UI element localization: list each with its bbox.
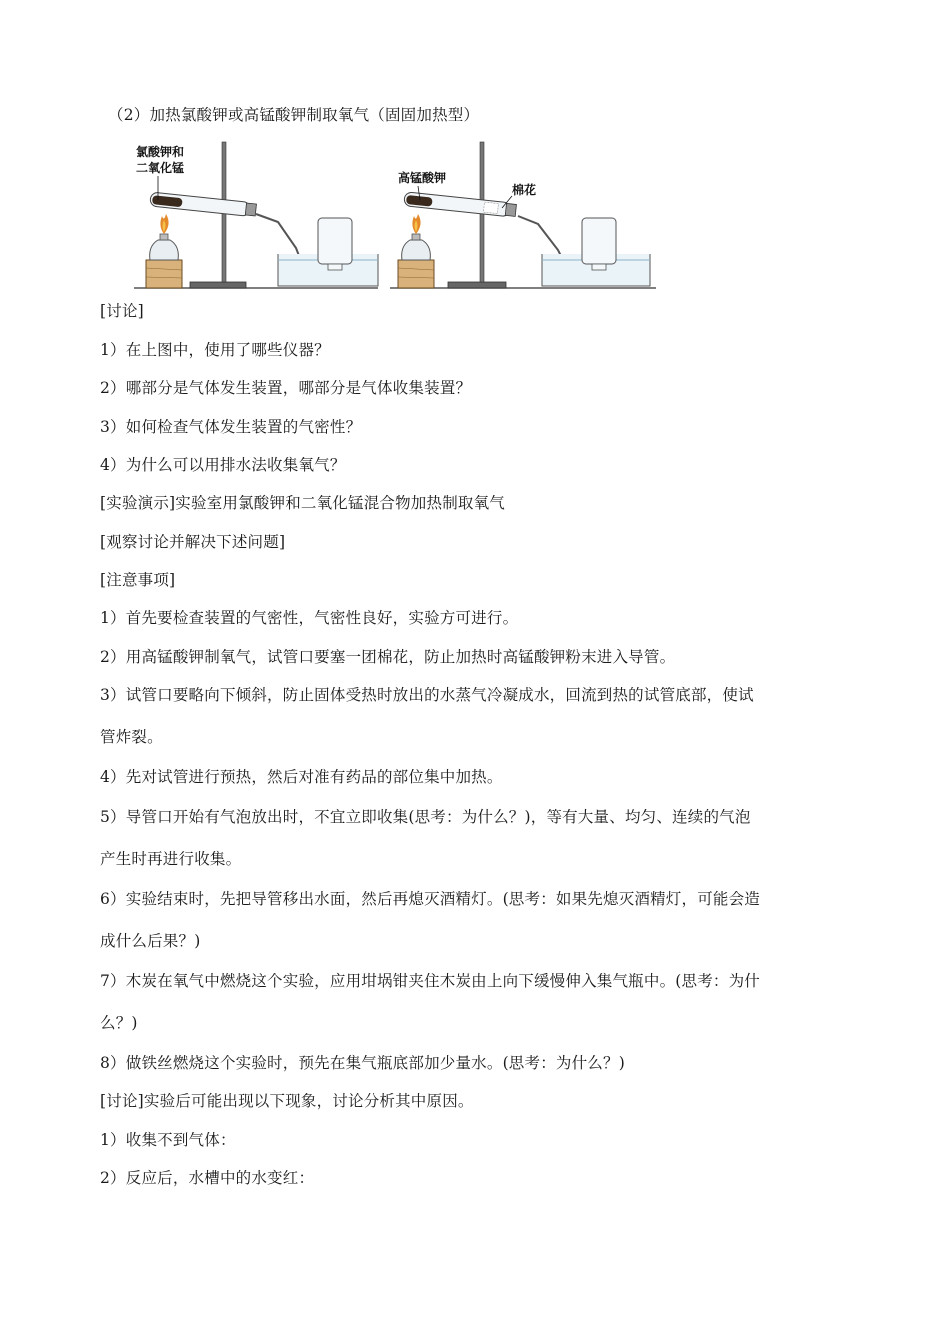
note-1: 1）首先要检查装置的气密性，气密性良好，实验方可进行。 (100, 609, 519, 627)
demo-line: [实验演示]实验室用氯酸钾和二氧化锰混合物加热制取氧气 (100, 494, 505, 512)
right-label: 高锰酸钾 (398, 171, 447, 185)
note-5-line1: 5）导管口开始有气泡放出时，不宜立即收集(思考：为什么？)，等有大量、均匀、连续的气泡 (100, 808, 751, 826)
question-3: 3）如何检查气体发生装置的气密性？ (100, 418, 362, 436)
question-4: 4）为什么可以用排水法收集氧气？ (100, 456, 346, 474)
section-heading: （2）加热氯酸钾或高锰酸钾制取氧气（固固加热型） (108, 106, 480, 124)
cotton-label: 棉花 (512, 183, 537, 197)
apparatus-illustration (128, 136, 660, 294)
discussion-heading: [讨论] (100, 302, 144, 320)
note-7-line1: 7）木炭在氧气中燃烧这个实验，应用坩埚钳夹住木炭由上向下缓慢伸入集气瓶中。(思考：为什 (100, 972, 761, 990)
left-label-line1: 氯酸钾和 (136, 145, 185, 159)
issue-1: 1）收集不到气体： (100, 1131, 236, 1149)
left-label-line2: 二氧化锰 (136, 161, 185, 175)
notes-heading: [注意事项] (100, 571, 176, 589)
issue-2: 2）反应后，水槽中的水变红： (100, 1169, 315, 1187)
note-3-line2: 管炸裂。 (100, 728, 163, 746)
note-6-line1: 6）实验结束时，先把导管移出水面，然后再熄灭酒精灯。(思考：如果先熄灭酒精灯，可能会造 (100, 890, 761, 908)
note-5-line2: 产生时再进行收集。 (100, 850, 242, 868)
observe-heading: [观察讨论并解决下述问题] (100, 533, 286, 551)
question-1: 1）在上图中，使用了哪些仪器？ (100, 341, 330, 359)
note-8: 8）做铁丝燃烧这个实验时，预先在集气瓶底部加少量水。(思考：为什么？) (100, 1054, 625, 1072)
note-6-line2: 成什么后果？) (100, 932, 201, 950)
apparatus-figure (128, 136, 660, 294)
question-2: 2）哪部分是气体发生装置，哪部分是气体收集装置？ (100, 379, 472, 397)
note-2: 2）用高锰酸钾制氧气，试管口要塞一团棉花，防止加热时高锰酸钾粉末进入导管。 (100, 648, 676, 666)
note-7-line2: 么？) (100, 1014, 138, 1032)
note-3-line1: 3）试管口要略向下倾斜，防止固体受热时放出的水蒸气冷凝成水，回流到热的试管底部，使试 (100, 686, 754, 704)
note-4: 4）先对试管进行预热，然后对准有药品的部位集中加热。 (100, 768, 503, 786)
discussion-2-heading: [讨论]实验后可能出现以下现象，讨论分析其中原因。 (100, 1092, 474, 1110)
